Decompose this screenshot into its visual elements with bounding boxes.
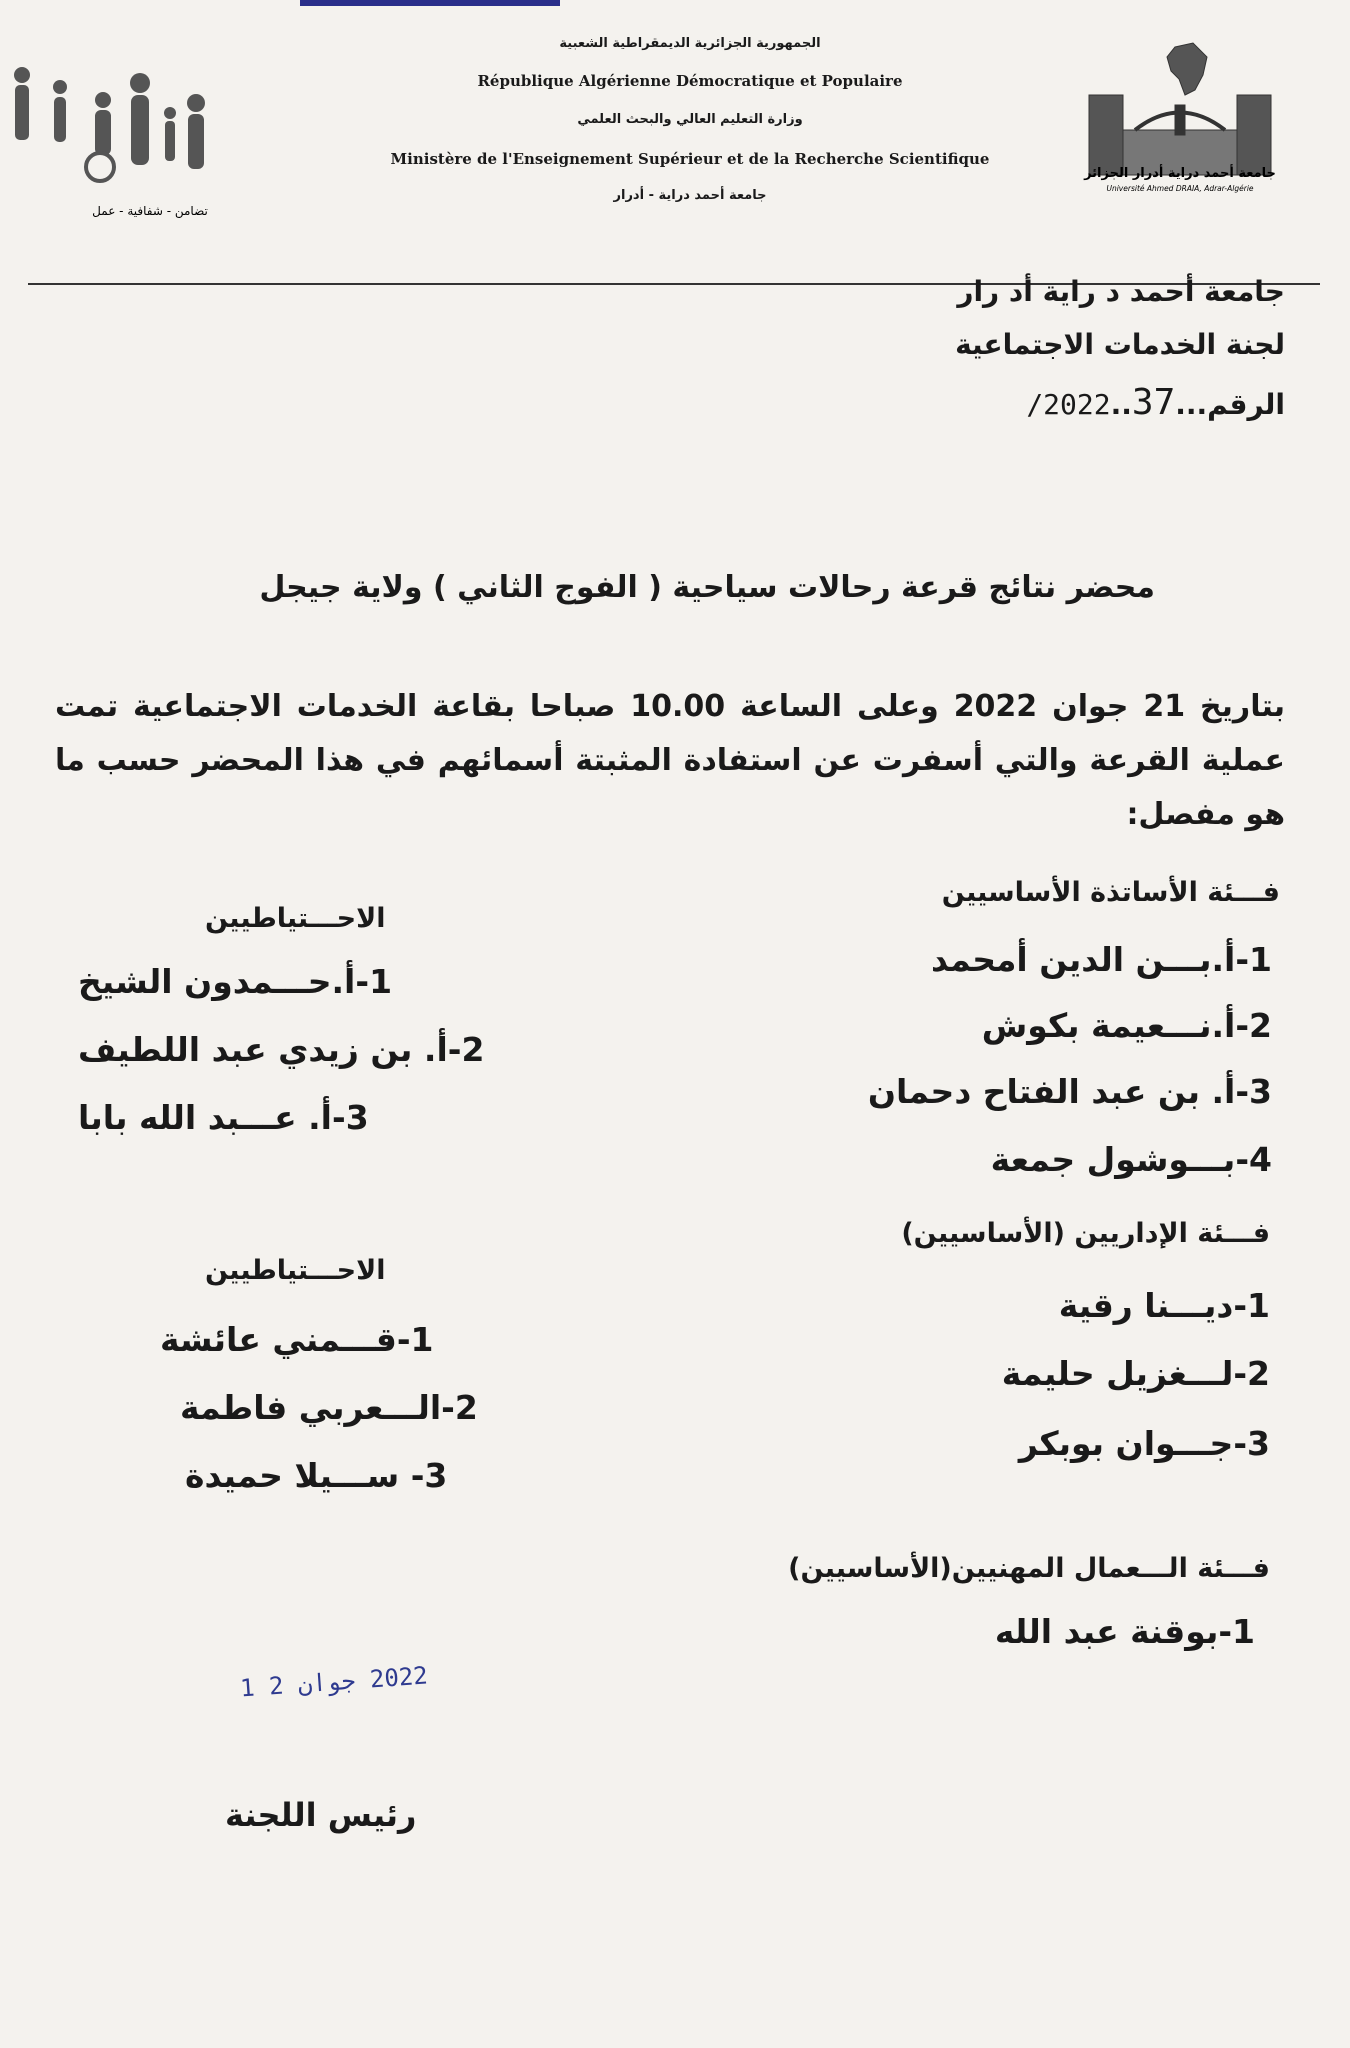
university-arabic: جامعة أحمد دراية - أدرار xyxy=(613,188,767,203)
list-item: 1-أ.حـــمدون الشيخ xyxy=(78,962,393,1001)
list-item: 2-الـــعربي فاطمة xyxy=(180,1388,478,1427)
category-admins-reserve: الاحـــتياطيين xyxy=(205,1255,386,1286)
reference-year: 2022/ xyxy=(1026,388,1111,421)
document-title: محضر نتائج قرعة رحالات سياحية ( الفوج الثاني ) ولاية جيجل xyxy=(259,570,1155,605)
list-item: 3- ســـيلا حميدة xyxy=(185,1456,448,1495)
reference-number-label: الرقم xyxy=(1207,388,1285,421)
scan-edge-mark xyxy=(300,0,560,6)
social-committee-logo xyxy=(0,55,240,225)
reference-number: الرقم...37..2022/ xyxy=(1026,382,1285,423)
republic-french: République Algérienne Démocratique et Populaire xyxy=(477,72,903,90)
list-item: 1-قـــمني عائشة xyxy=(160,1320,434,1359)
body-paragraph: بتاريخ 21 جوان 2022 وعلى الساعة 10.00 صباحا بقاعة الخدمات الاجتماعية تمت عملية القرعة والتي أسفرت عن استفادة المثبتة أسمائهم في هذا المحضر حسب ما هو مفصل: xyxy=(55,689,1285,832)
republic-arabic: الجمهورية الجزائرية الديمقراطية الشعبية xyxy=(559,36,821,51)
list-item: 3-جـــوان بوبكر xyxy=(1018,1424,1270,1463)
sender-university: جامعة أحمد د راية أد رار xyxy=(957,275,1285,308)
ministry-french: Ministère de l'Enseignement Supérieur et de la Recherche Scientifique xyxy=(390,150,990,168)
category-admins-main: فـــئة الإداريين (الأساسيين) xyxy=(901,1218,1270,1249)
list-item: 3-أ. بن عبد الفتاح دحمان xyxy=(867,1072,1272,1111)
university-logo xyxy=(1075,35,1295,195)
logo-motto: تضامن - شفافية - عمل xyxy=(92,204,208,218)
ministry-arabic: وزارة التعليم العالي والبحث العلمي xyxy=(577,112,803,127)
signature-title: رئيس اللجنة xyxy=(225,1796,417,1834)
list-item: 2-أ. بن زيدي عبد اللطيف xyxy=(78,1030,485,1069)
reference-number-value: 37 xyxy=(1131,382,1176,423)
list-item: 4-بـــوشول جمعة xyxy=(990,1140,1272,1179)
list-item: 1-بوقنة عبد الله xyxy=(994,1612,1255,1651)
list-item: 2-لـــغزيل حليمة xyxy=(1001,1354,1270,1393)
university-logo-caption-fr: Université Ahmed DRAIA, Adrar-Algérie xyxy=(1106,184,1254,193)
category-professors-main: فـــئة الأساتذة الأساسيين xyxy=(941,877,1280,908)
sender-committee: لجنة الخدمات الاجتماعية xyxy=(955,328,1285,361)
list-item: 3-أ. عـــبد الله بابا xyxy=(78,1098,369,1137)
category-workers-main: فـــئة الـــعمال المهنيين(الأساسيين) xyxy=(788,1553,1270,1584)
list-item: 1-ديـــنا رقية xyxy=(1058,1286,1270,1325)
category-professors-reserve: الاحـــتياطيين xyxy=(205,903,386,934)
list-item: 1-أ.بـــن الدين أمحمد xyxy=(931,940,1272,979)
university-logo-caption-ar: جامعة أحمد دراية أدرار الجزائر xyxy=(1084,166,1276,181)
date-stamp: 2022 جوان 2 1 xyxy=(239,1661,429,1703)
list-item: 2-أ.نـــعيمة بكوش xyxy=(981,1006,1272,1045)
